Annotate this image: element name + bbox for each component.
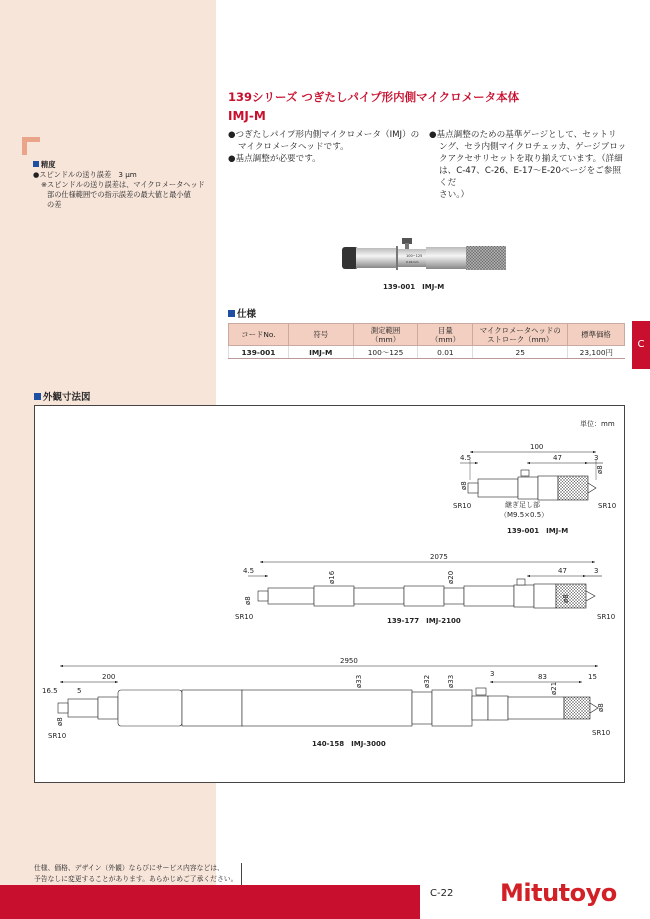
spec-header-stroke-text: マイクロメータヘッドの ストローク（mm） [479,325,561,344]
feature-left-1: ●つぎたしパイプ形内側マイクロメータ（IMJ）の [228,130,420,140]
dim-d2-dia-right: ø8 [562,594,570,603]
caption-d3: 140-158 IMJ-3000 [312,740,386,748]
dim-d3-sr-right: SR10 [592,729,611,737]
spec-header-price: 標準価格 [568,324,625,346]
title-line-2: IMJ-M [228,109,266,123]
feature-right-5: さい。） [439,190,470,200]
dim-d3-dia-21: ø21 [550,681,558,695]
dim-d1-offset: 4.5 [460,454,472,462]
feature-left-3: ●基点調整が必要です。 [228,154,321,164]
dim-d3-200: 200 [102,673,116,681]
dim-d2-dia-left: ø8 [244,596,252,605]
dim-d1-note-2: （M9.5×0.5） [500,511,549,519]
dim-d3-sr-left: SR10 [48,732,67,740]
dim-d3-dia-33b: ø33 [447,674,455,688]
page-number: C-22 [430,888,454,899]
accuracy-note-1: ※スピンドルの送り誤差は、マイクロメータヘッド [41,180,205,189]
accuracy-line: ●スピンドルの送り誤差 3 µm [33,170,137,179]
spec-cell-code: 139-001 [229,346,289,359]
dim-d2-sr-right: SR10 [597,613,616,621]
dim-d1-note-1: 継ぎ足し部 [505,501,540,509]
drawing-139-177 [248,562,602,608]
mitutoyo-logo: Mitutoyo [500,879,617,907]
dim-d3-16-5: 16.5 [42,687,58,695]
accuracy-heading: 精度 [41,160,56,169]
dim-d3-3: 3 [490,670,495,678]
dim-d1-end: 3 [594,454,599,462]
feature-left-2: マイクロメータヘッドです。 [238,142,349,152]
dim-d3-dia-33a: ø33 [355,674,363,688]
caption-d1: 139-001 IMJ-M [507,527,569,535]
dim-d3-dia-left: ø8 [56,717,64,726]
footer-red-bar [0,885,420,919]
spec-cell-stroke: 25 [473,346,568,359]
drawing-139-001 [460,452,603,500]
dim-heading: 外観寸法図 [43,392,91,403]
photo-scale-label: 100~125 [406,254,423,258]
dim-d2-offset: 4.5 [243,567,255,575]
caption-d2: 139-177 IMJ-2100 [387,617,461,625]
dim-d3-5: 5 [77,687,82,695]
spec-header-symbol: 符号 [288,324,353,346]
footer-note-line-2: 予告なしに変更することがあります。あらかじめご了承ください。 [34,875,238,883]
dim-d1-sr-right: SR10 [598,502,617,510]
dim-d2-end: 3 [594,567,599,575]
spec-cell-price: 23,100円 [568,346,625,359]
dim-d3-dia-right: ø8 [597,703,605,712]
dim-d1-dia-right: ø8 [596,465,604,474]
dim-d3-15: 15 [588,673,597,681]
spec-heading: 仕様 [237,309,257,320]
footer-note [34,863,242,885]
spec-header-range-text: 測定範囲 （mm） [370,325,401,344]
accuracy-note-3: の差 [47,200,62,209]
spec-cell-graduation: 0.01 [418,346,473,359]
dim-d2-dia-16: ø16 [328,570,336,584]
dim-d2-length: 2075 [430,553,448,561]
spec-header-code: コードNo. [229,324,289,346]
feature-right-1: ●基点調整のための基準ゲージとして、セットリ [429,130,617,140]
dim-d3-83: 83 [538,673,547,681]
dim-d1-head: 47 [553,454,562,462]
dim-d3-length: 2950 [340,657,358,665]
feature-right-2: ング、セラ内側マイクロチェッカ、ゲージブロッ [439,142,627,152]
spec-cell-range: 100～125 [353,346,418,359]
spec-cell-symbol: IMJ-M [288,346,353,359]
title-line-1: 139シリーズ つぎたしパイプ形内側マイクロメータ本体 [228,90,520,104]
feature-right-4: は、C-47、C-26、E-17～E-20ページをご参照くだ [439,166,621,188]
photo-resolution-label: 0.01mm [406,260,419,264]
spec-header-graduation-text: 目量 （mm） [430,325,460,344]
dim-d1-length: 100 [530,443,544,451]
photo-caption: 139-001 IMJ-M [383,283,445,291]
dim-d2-sr-left: SR10 [235,613,254,621]
accuracy-note-2: 部の仕様範囲での指示誤差の最大値と最小値 [47,190,191,199]
unit-label: 単位：mm [580,420,615,428]
drawing-140-158 [58,666,598,726]
dim-d2-head: 47 [558,567,567,575]
dim-d2-dia-20: ø20 [447,570,455,584]
dim-d1-sr-left: SR10 [453,502,472,510]
feature-right-3: クアクセサリセットを取り揃えています。（詳細 [439,154,623,164]
section-tab: C [632,321,650,369]
dim-d3-dia-32: ø32 [423,674,431,688]
footer-note-line-1: 仕様、価格、デザイン（外観）ならびにサービス内容などは、 [34,864,224,872]
dim-d1-dia-left: ø8 [460,481,468,490]
